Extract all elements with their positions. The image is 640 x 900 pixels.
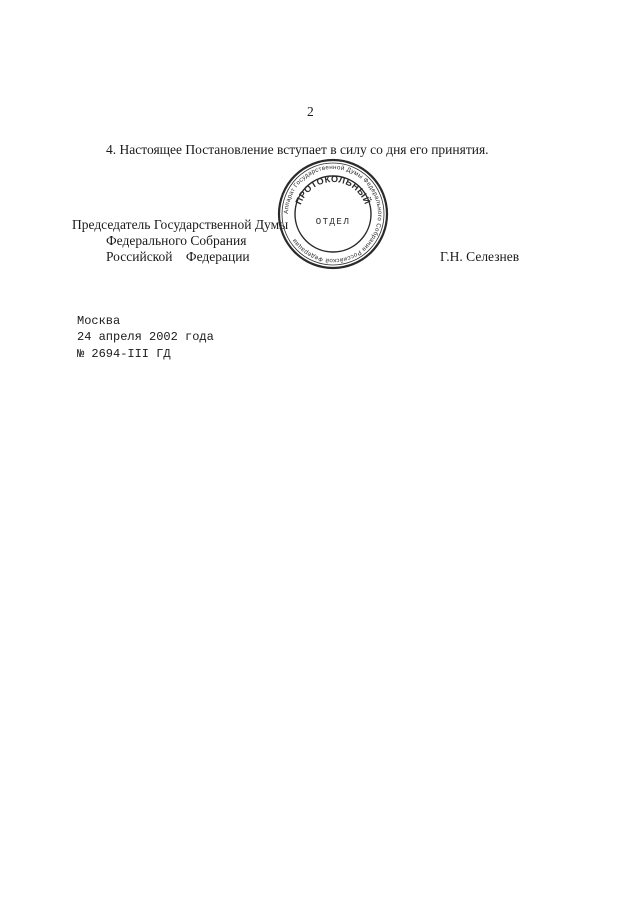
stamp-center-text: ОТДЕЛ <box>315 217 351 227</box>
page-number: 2 <box>307 104 314 119</box>
stamp-outer-text: Аппарат Государственной Думы Федерального Собрания Российской Федерации <box>282 163 384 265</box>
footer-document-number: № 2694-III ГД <box>77 347 171 361</box>
signature-position-line-2: Федерального Собрания <box>106 233 247 248</box>
signatory-name: Г.Н. Селезнев <box>440 249 520 264</box>
official-stamp <box>277 158 389 270</box>
signature-position-line-3: Российской Федерации <box>106 249 250 264</box>
stamp-inner-text: ПРОТОКОЛЬНЫЙ <box>293 173 373 206</box>
clause-text: 4. Настоящее Постановление вступает в силу со дня его принятия. <box>106 142 489 157</box>
footer-date: 24 апреля 2002 года <box>77 330 214 344</box>
footer-city: Москва <box>77 314 121 328</box>
stamp-seal <box>277 158 389 270</box>
signature-position-line-1: Председатель Государственной Думы <box>72 217 289 232</box>
